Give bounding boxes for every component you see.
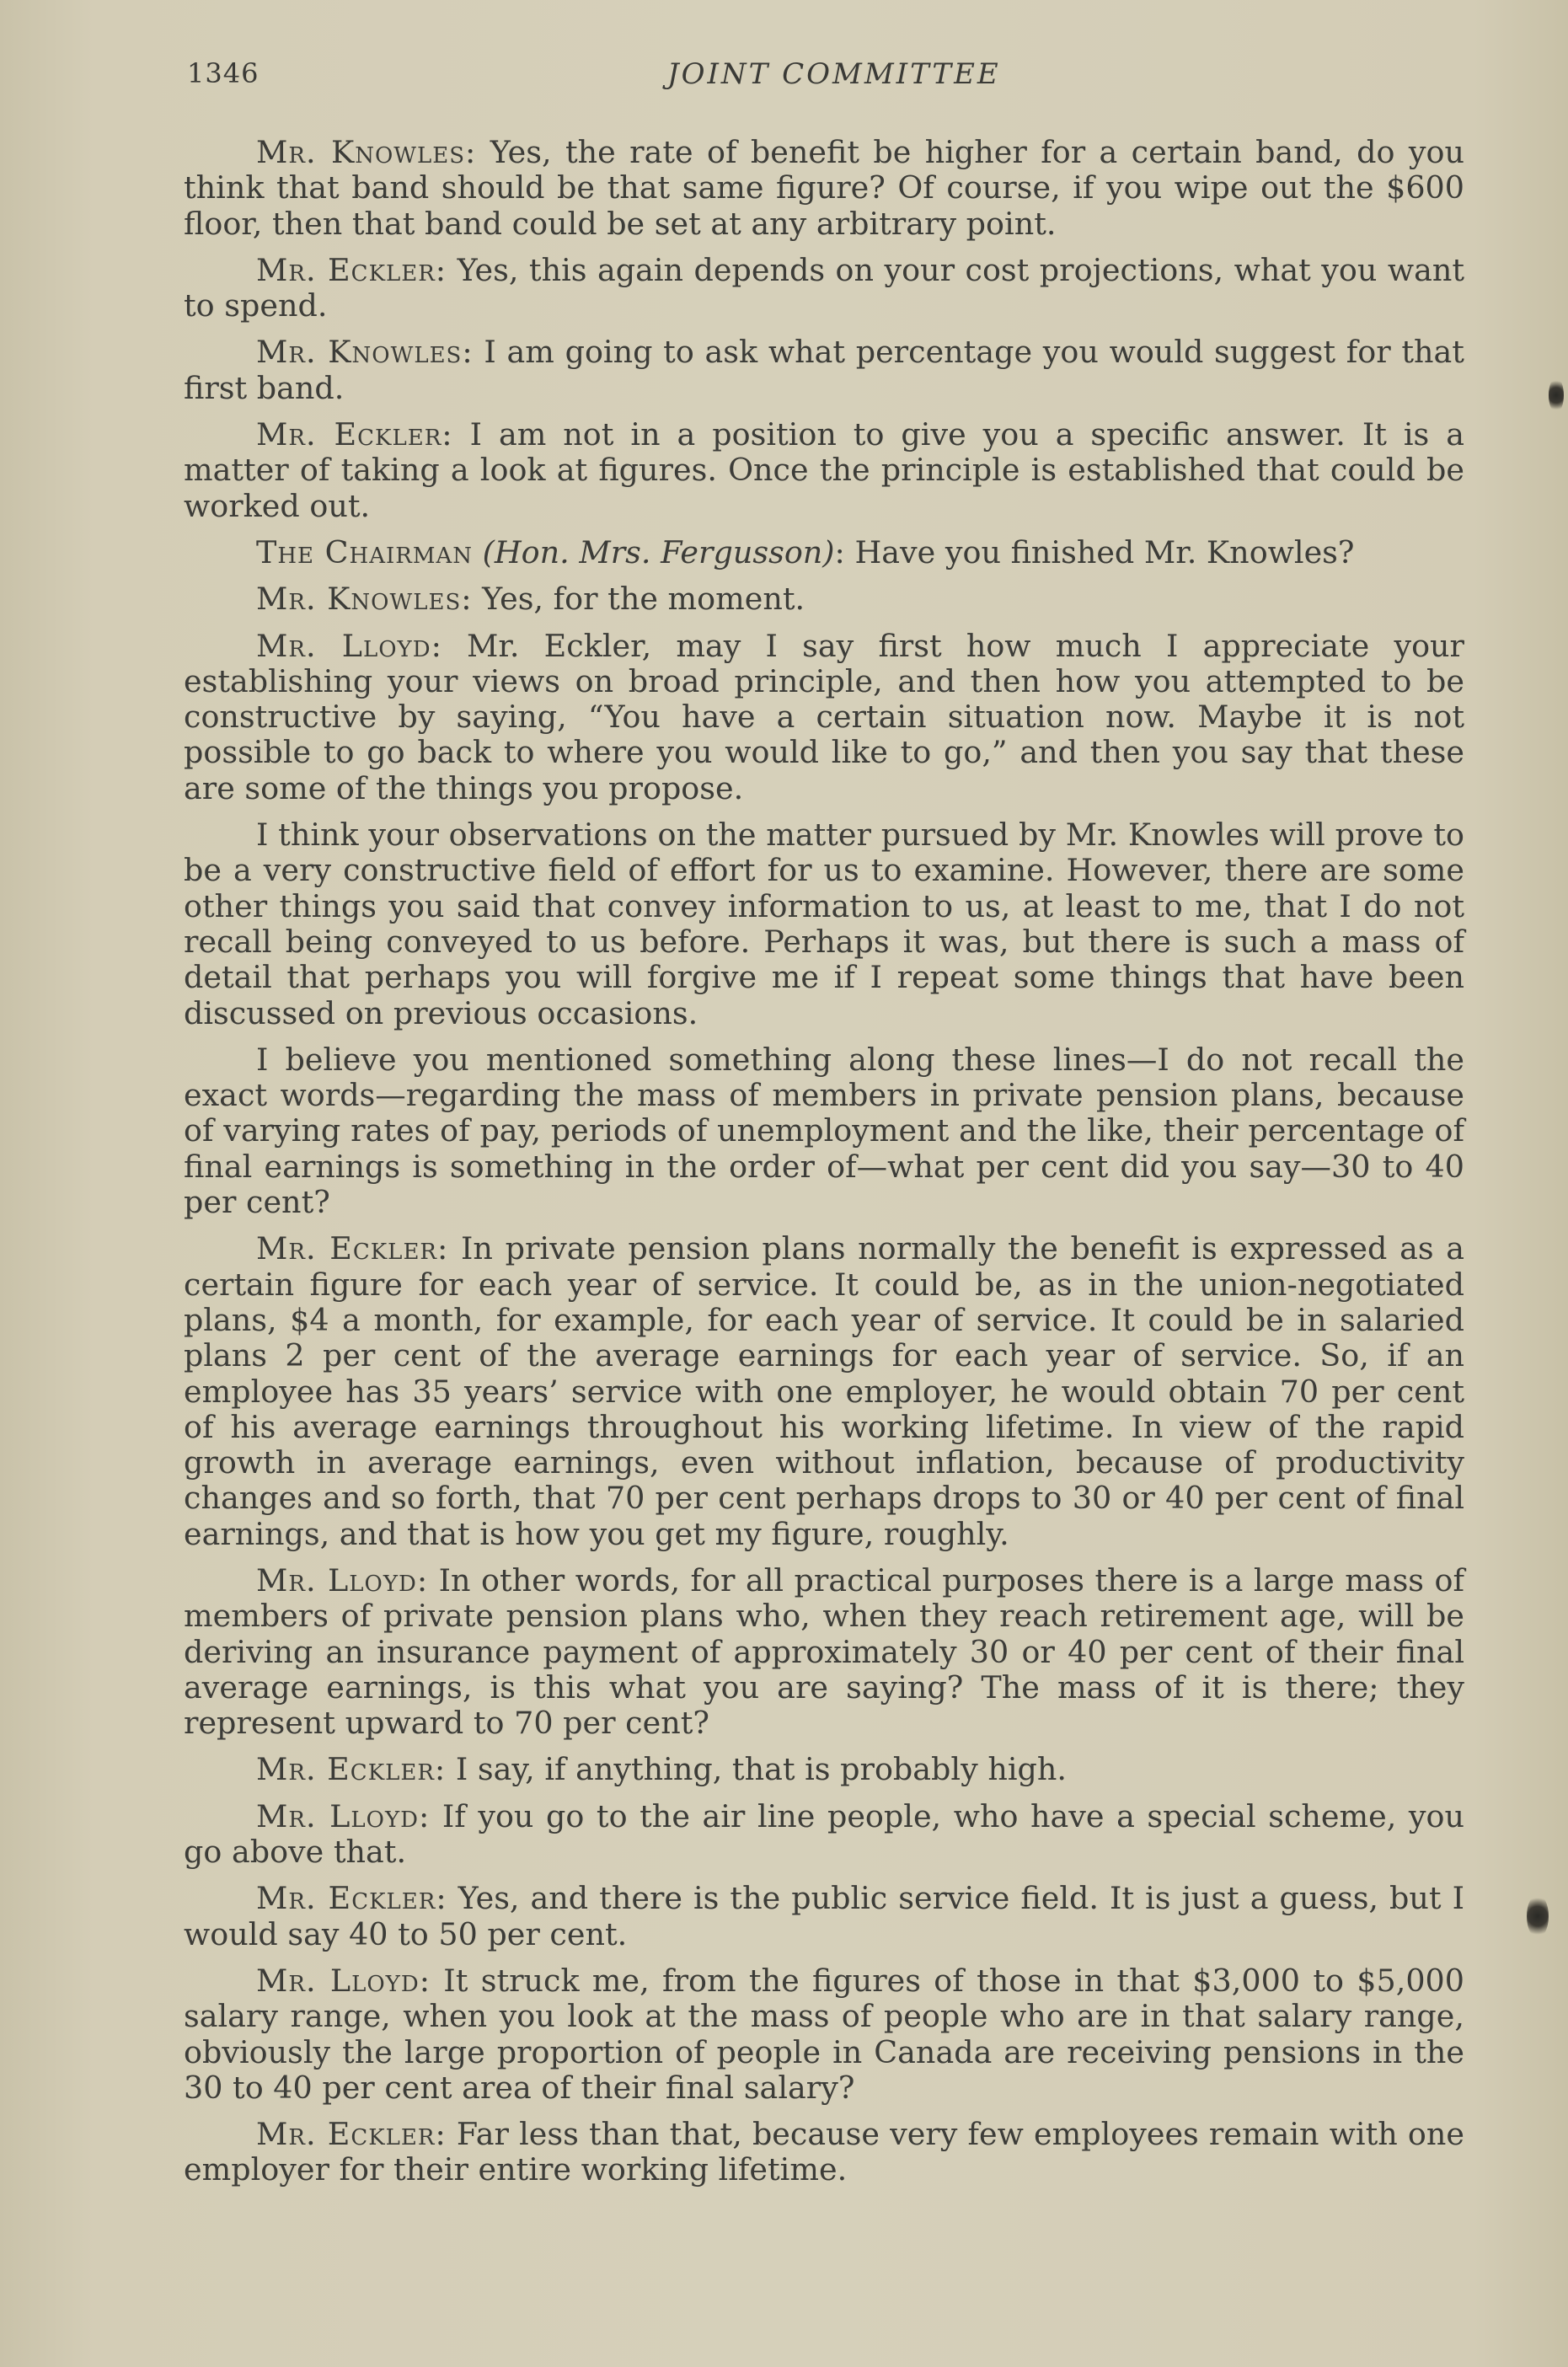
paragraph xyxy=(184,1963,1464,2106)
ink-blot-mark xyxy=(1549,378,1564,413)
paragraph xyxy=(184,1799,1464,1871)
paragraph-text: I think your observations on the matter pursued by Mr. Knowles will prove to be a very constructive field of effort for us to examine. However, there are some other things you said that convey information to us, at least to me, that I do not recall being conveyed to us before. Perhaps it was, but there is such a mass of detail that perhaps you will forgive me if I repeat some things that have been discussed on previous occasions. xyxy=(184,817,1464,1031)
paragraph xyxy=(184,629,1464,806)
speaker-label: Mr. Lloyd: xyxy=(256,627,442,664)
speaker-label: Mr. Eckler: xyxy=(256,1751,447,1788)
speaker-label: Mr. Eckler: xyxy=(256,251,447,288)
speaker-label: Mr. Eckler: xyxy=(256,1880,447,1917)
paragraph-text: I say, if anything, that is probably high. xyxy=(446,1751,1067,1788)
ink-blot-mark xyxy=(1527,1894,1549,1938)
speaker-label: Mr. Lloyd: xyxy=(256,1561,429,1599)
paragraph-text: In other words, for all practical purposes there is a large mass of members of private pension plans who, when they reach retirement age, will be deriving an insurance payment of approximately 30 or 40 per cent of their final average earnings, is this what you are saying? The mass of it is there; they represent upward to 70 per cent? xyxy=(184,1561,1464,1742)
paragraph-text: Yes, and there is the public service field. It is just a guess, but I would say 40 to 50 per cent. xyxy=(184,1880,1465,1952)
paragraph xyxy=(184,1042,1464,1220)
speaker-label: Mr. Knowles: xyxy=(256,334,474,371)
paragraph-text: I am not in a position to give you a specific answer. It is a matter of taking a look at figures. Once the principle is established that could be worked out. xyxy=(184,416,1465,524)
speaker-label: Mr. Lloyd: xyxy=(256,1962,431,1999)
speaker-label: Mr. Eckler: xyxy=(256,416,453,453)
paragraph xyxy=(184,1563,1464,1741)
paragraph xyxy=(184,535,1464,570)
running-head: JOINT COMMITTEE xyxy=(667,57,1001,91)
speaker-label: Mr. Lloyd: xyxy=(256,1797,431,1834)
paragraph-text: Mr. Eckler, may I say first how much I appreciate your establishing your views on broad principle, and then how you attempted to be constructive by saying, “You have a certain situation now. Maybe it is not possible to go back to where you would like to go,” and then you say that these are some of the things you propose. xyxy=(184,627,1465,806)
paragraph xyxy=(184,817,1464,1031)
paragraph xyxy=(184,581,1464,617)
speaker-aside: (Hon. Mrs. Fergusson) xyxy=(472,533,835,570)
paragraph xyxy=(184,135,1464,242)
paragraph-text: Yes, for the moment. xyxy=(472,581,805,618)
page-header xyxy=(187,57,1468,108)
speaker-label: Mr. Eckler: xyxy=(256,2116,447,2153)
speaker-label: Mr. Knowles: xyxy=(256,134,477,170)
paragraph xyxy=(184,253,1464,324)
page-number: 1346 xyxy=(187,57,260,89)
paragraph xyxy=(184,1231,1464,1552)
paragraph-text: Yes, the rate of benefit be higher for a certain band, do you think that band should be that same figure? Of course, if you wipe out the $600 floor, then that band could be set at any arbitrary point. xyxy=(184,134,1464,242)
paragraph-text: If you go to the air line people, who have a special scheme, you go above that. xyxy=(184,1797,1465,1871)
paragraph-text: Yes, this again depends on your cost projections, what you want to spend. xyxy=(184,251,1465,324)
paragraph-text: I am going to ask what percentage you would suggest for that first band. xyxy=(184,334,1464,406)
paragraph-text: : Have you finished Mr. Knowles? xyxy=(834,533,1355,570)
transcript-body xyxy=(184,135,1464,2199)
paragraph xyxy=(184,1752,1464,1787)
paragraph-text: It struck me, from the figures of those in that $3,000 to $5,000 salary range, when you look at the mass of people who are in that salary range, obviously the large proportion of people in Canada are receiving pensions in the 30 to 40 per cent area of their final salary? xyxy=(184,1962,1464,2106)
paragraph-text: I believe you mentioned something along these lines—I do not recall the exact words—regarding the mass of members in private pension plans, because of varying rates of pay, periods of unemployment and the like, their percentage of final earnings is something in the order of—what per cent did you say—30 to 40 per cent? xyxy=(184,1041,1464,1221)
paragraph xyxy=(184,2117,1464,2188)
paragraph-text: Far less than that, because very few employees remain with one employer for their entire working lifetime. xyxy=(184,2116,1464,2188)
speaker-label: Mr. Eckler: xyxy=(256,1230,449,1267)
paragraph xyxy=(184,417,1464,524)
speaker-label: The Chairman xyxy=(256,533,473,570)
speaker-label: Mr. Knowles: xyxy=(256,581,473,618)
paragraph xyxy=(184,335,1464,406)
paragraph xyxy=(184,1881,1464,1952)
paragraph-text: In private pension plans normally the benefit is expressed as a certain figure for each year of service. It could be, as in the union-negotiated plans, $4 a month, for example, for each year of service. It could be in salaried plans 2 per cent of the average earnings for each year of service. So, if an employee has 35 years’ service with one employer, he would obtain 70 per cent of his average earnings throughout his working lifetime. In view of the rapid growth in average earnings, even without inflation, because of productivity changes and so forth, that 70 per cent perhaps drops to 30 or 40 per cent of final earnings, and that is how you get my figure, roughly. xyxy=(184,1230,1465,1552)
